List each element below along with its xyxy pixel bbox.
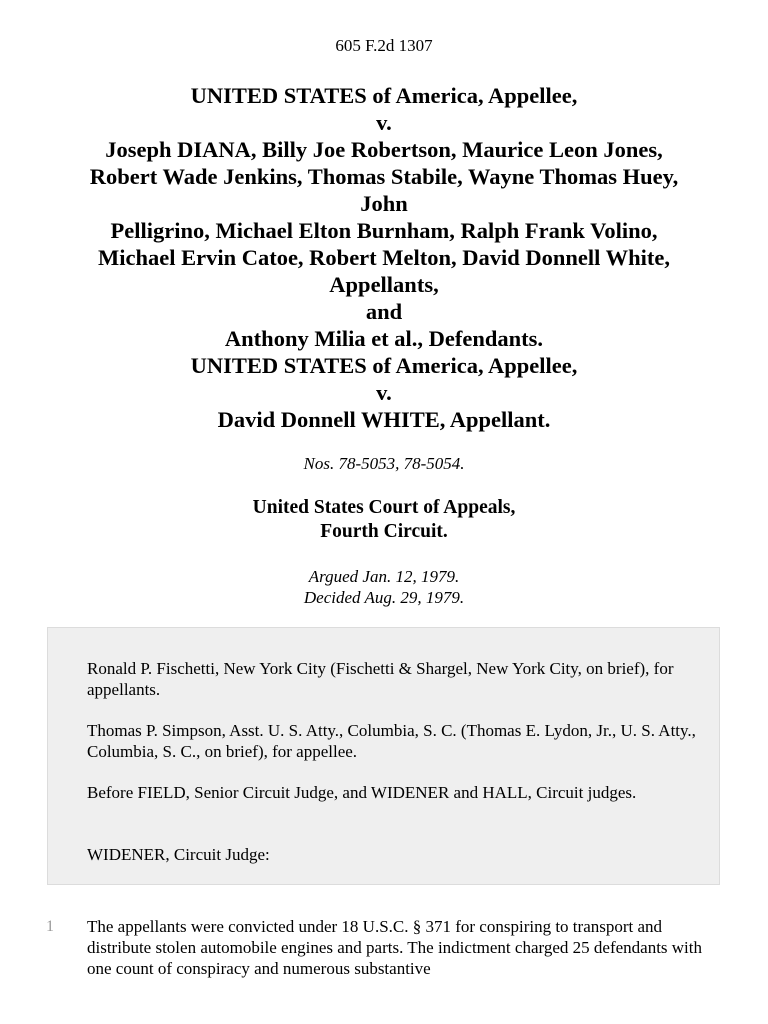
caption-line: Robert Wade Jenkins, Thomas Stabile, Wayne Thomas Huey, (89, 164, 679, 189)
caption-line: UNITED STATES of America, Appellee, (190, 83, 578, 108)
caption-line: Michael Ervin Catoe, Robert Melton, David Donnell White, (97, 245, 671, 270)
caption-line: Anthony Milia et al., Defendants. (224, 326, 544, 351)
court-name (0, 496, 768, 544)
opinion-author: WIDENER, Circuit Judge: (87, 845, 270, 864)
appellee-counsel: Thomas P. Simpson, Asst. U. S. Atty., Columbia, S. C. (Thomas E. Lydon, Jr., U. S. Atty., Columbia, S. C., on brief), for appellee. (87, 721, 696, 761)
panel-judges: Before FIELD, Senior Circuit Judge, and WIDENER and HALL, Circuit judges. (87, 783, 637, 802)
caption-line: John (360, 191, 408, 216)
court-line: United States Court of Appeals, (252, 497, 516, 518)
case-caption (40, 82, 728, 433)
caption-line: Joseph DIANA, Billy Joe Robertson, Maurice Leon Jones, (105, 137, 663, 162)
paragraph-number[interactable]: 1 (46, 918, 54, 935)
caption-line: David Donnell WHITE, Appellant. (217, 407, 551, 432)
attorneys-panel (47, 627, 720, 885)
argued-date: Argued Jan. 12, 1979. (308, 567, 460, 586)
court-line: Fourth Circuit. (320, 521, 448, 542)
decided-date: Decided Aug. 29, 1979. (303, 588, 465, 607)
case-dates (0, 566, 768, 608)
caption-line: UNITED STATES of America, Appellee, (190, 353, 578, 378)
caption-line: and (365, 299, 403, 324)
docket-numbers: Nos. 78-5053, 78-5054. (303, 454, 465, 473)
caption-line: Pelligrino, Michael Elton Burnham, Ralph Frank Volino, (110, 218, 658, 243)
caption-line: v. (376, 380, 392, 405)
caption-line: v. (376, 110, 392, 135)
case-citation: 605 F.2d 1307 (335, 36, 433, 55)
appellants-counsel: Ronald P. Fischetti, New York City (Fischetti & Shargel, New York City, on brief), for appellants. (87, 659, 674, 699)
paragraph-text: The appellants were convicted under 18 U.S.C. § 371 for conspiring to transport and distribute stolen automobile engines and parts. The indictment charged 25 defendants with one count of conspiracy and numerous substantive (87, 917, 703, 978)
caption-line: Appellants, (329, 272, 439, 297)
